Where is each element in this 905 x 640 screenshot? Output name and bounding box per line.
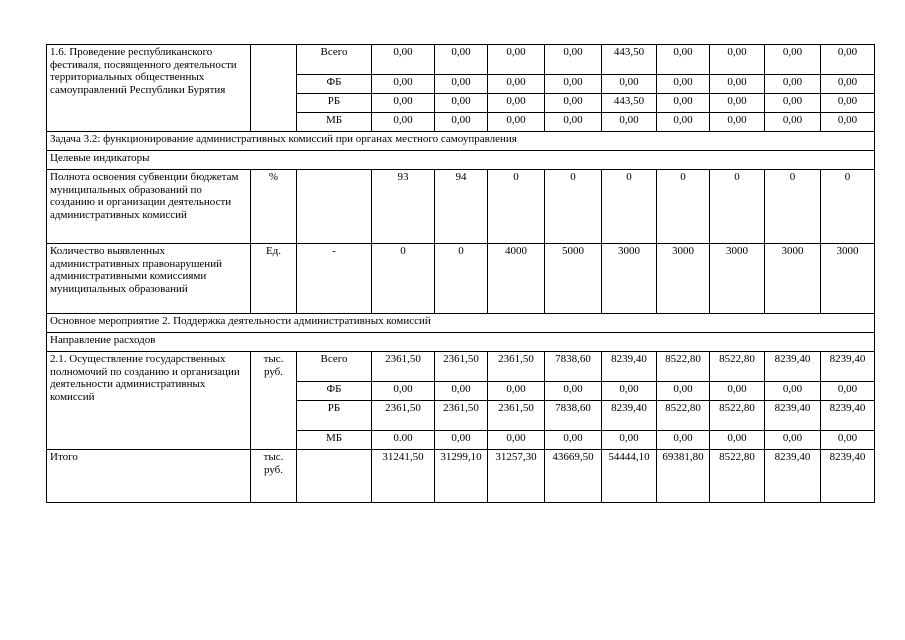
- value-cell: 8522,80: [710, 352, 765, 382]
- value-cell: 3000: [602, 244, 657, 314]
- value-cell: 0,00: [372, 113, 435, 132]
- measure-name-cell: 2.1. Осуществление государственных полномочий по созданию и организации деятельности административных комиссий: [47, 352, 251, 450]
- value-cell: 2361,50: [372, 352, 435, 382]
- table-row: [47, 352, 875, 382]
- value-cell: 93: [372, 170, 435, 244]
- value-cell: 0,00: [545, 75, 602, 94]
- value-cell: 0,00: [435, 113, 488, 132]
- value-cell: 8239,40: [602, 401, 657, 431]
- value-cell: 4000: [488, 244, 545, 314]
- source-cell: [297, 170, 372, 244]
- value-cell: 8239,40: [821, 352, 875, 382]
- source-cell: -: [297, 244, 372, 314]
- value-cell: 8239,40: [765, 401, 821, 431]
- value-cell: 0,00: [821, 94, 875, 113]
- unit-cell: тыс. руб.: [251, 352, 297, 450]
- value-cell: 2361,50: [435, 401, 488, 431]
- value-cell: 0,00: [657, 94, 710, 113]
- value-cell: 0,00: [488, 75, 545, 94]
- value-cell: 54444,10: [602, 450, 657, 503]
- unit-cell: [251, 45, 297, 132]
- value-cell: 2361,50: [372, 401, 435, 431]
- table-row: [47, 170, 875, 244]
- value-cell: 0: [710, 170, 765, 244]
- unit-cell: %: [251, 170, 297, 244]
- source-cell: МБ: [297, 113, 372, 132]
- value-cell: 0,00: [435, 94, 488, 113]
- value-cell: 0,00: [435, 45, 488, 75]
- value-cell: 2361,50: [435, 352, 488, 382]
- value-cell: 443,50: [602, 45, 657, 75]
- table-row: [47, 45, 875, 75]
- task-heading: Задача 3.2: функционирование административных комиссий при органах местного самоуправления: [47, 132, 875, 151]
- value-cell: 0,00: [821, 75, 875, 94]
- value-cell: 2361,50: [488, 352, 545, 382]
- unit-cell: тыс. руб.: [251, 450, 297, 503]
- program-finance-table: [46, 44, 875, 503]
- value-cell: 0: [602, 170, 657, 244]
- value-cell: 0,00: [765, 113, 821, 132]
- value-cell: 8239,40: [765, 352, 821, 382]
- value-cell: 0,00: [765, 75, 821, 94]
- value-cell: 0,00: [488, 113, 545, 132]
- value-cell: 0,00: [602, 113, 657, 132]
- value-cell: 0,00: [545, 45, 602, 75]
- value-cell: 0,00: [710, 113, 765, 132]
- table-row: [47, 333, 875, 352]
- table-row: [47, 132, 875, 151]
- value-cell: 0,00: [765, 431, 821, 450]
- value-cell: 0,00: [488, 382, 545, 401]
- source-cell: РБ: [297, 401, 372, 431]
- value-cell: 0,00: [821, 431, 875, 450]
- value-cell: 0: [372, 244, 435, 314]
- measure-name-cell: 1.6. Проведение республиканского фестиваля, посвященного деятельности территориальных общественных самоуправлений Республики Бурятия: [47, 45, 251, 132]
- value-cell: 0: [657, 170, 710, 244]
- value-cell: 0: [435, 244, 488, 314]
- value-cell: 0,00: [488, 94, 545, 113]
- value-cell: 0,00: [488, 431, 545, 450]
- value-cell: 8522,80: [710, 450, 765, 503]
- value-cell: 8522,80: [657, 401, 710, 431]
- value-cell: 0,00: [545, 382, 602, 401]
- source-cell: Всего: [297, 45, 372, 75]
- value-cell: 0,00: [821, 382, 875, 401]
- value-cell: 31257,30: [488, 450, 545, 503]
- value-cell: 0: [488, 170, 545, 244]
- value-cell: 0,00: [435, 382, 488, 401]
- value-cell: 3000: [765, 244, 821, 314]
- value-cell: 31299,10: [435, 450, 488, 503]
- source-cell: ФБ: [297, 382, 372, 401]
- value-cell: 31241,50: [372, 450, 435, 503]
- value-cell: 0,00: [821, 45, 875, 75]
- value-cell: 0: [821, 170, 875, 244]
- value-cell: 0,00: [372, 75, 435, 94]
- value-cell: 0,00: [372, 94, 435, 113]
- value-cell: 3000: [710, 244, 765, 314]
- value-cell: 0,00: [657, 75, 710, 94]
- source-cell: МБ: [297, 431, 372, 450]
- value-cell: 0,00: [488, 45, 545, 75]
- value-cell: 0,00: [435, 431, 488, 450]
- indicator-name-cell: Полнота освоения субвенции бюджетам муниципальных образований по созданию и организации деятельности административных комиссий: [47, 170, 251, 244]
- value-cell: 69381,80: [657, 450, 710, 503]
- value-cell: 8239,40: [602, 352, 657, 382]
- total-label: Итого: [47, 450, 251, 503]
- section-heading: Целевые индикаторы: [47, 151, 875, 170]
- value-cell: 8239,40: [821, 401, 875, 431]
- value-cell: 0,00: [602, 431, 657, 450]
- value-cell: 0: [765, 170, 821, 244]
- source-cell: [297, 450, 372, 503]
- value-cell: 0,00: [602, 75, 657, 94]
- value-cell: 8522,80: [657, 352, 710, 382]
- value-cell: 5000: [545, 244, 602, 314]
- unit-cell: Ед.: [251, 244, 297, 314]
- value-cell: 0,00: [372, 382, 435, 401]
- value-cell: 0,00: [710, 45, 765, 75]
- source-cell: ФБ: [297, 75, 372, 94]
- value-cell: 443,50: [602, 94, 657, 113]
- value-cell: 0,00: [657, 45, 710, 75]
- value-cell: 0,00: [545, 94, 602, 113]
- value-cell: 0,00: [765, 45, 821, 75]
- value-cell: 3000: [821, 244, 875, 314]
- value-cell: 0,00: [435, 75, 488, 94]
- value-cell: 0,00: [710, 431, 765, 450]
- section-heading: Направление расходов: [47, 333, 875, 352]
- value-cell: 0,00: [602, 382, 657, 401]
- value-cell: 0,00: [710, 94, 765, 113]
- main-measure-heading: Основное мероприятие 2. Поддержка деятельности административных комиссий: [47, 314, 875, 333]
- value-cell: 0,00: [545, 431, 602, 450]
- source-cell: Всего: [297, 352, 372, 382]
- value-cell: 8239,40: [821, 450, 875, 503]
- source-cell: РБ: [297, 94, 372, 113]
- value-cell: 43669,50: [545, 450, 602, 503]
- value-cell: 0,00: [657, 113, 710, 132]
- value-cell: 8522,80: [710, 401, 765, 431]
- value-cell: 2361,50: [488, 401, 545, 431]
- table-row-total: [47, 450, 875, 503]
- value-cell: 0,00: [765, 382, 821, 401]
- value-cell: 0,00: [821, 113, 875, 132]
- value-cell: 7838,60: [545, 352, 602, 382]
- value-cell: 94: [435, 170, 488, 244]
- value-cell: 0,00: [710, 75, 765, 94]
- value-cell: 0,00: [657, 382, 710, 401]
- value-cell: 0.00: [372, 431, 435, 450]
- table-row: [47, 244, 875, 314]
- table-row: [47, 314, 875, 333]
- value-cell: 0,00: [372, 45, 435, 75]
- value-cell: 0,00: [545, 113, 602, 132]
- value-cell: 0: [545, 170, 602, 244]
- table-row: [47, 151, 875, 170]
- value-cell: 8239,40: [765, 450, 821, 503]
- value-cell: 0,00: [765, 94, 821, 113]
- value-cell: 0,00: [710, 382, 765, 401]
- document-page: [46, 44, 875, 503]
- value-cell: 3000: [657, 244, 710, 314]
- value-cell: 7838,60: [545, 401, 602, 431]
- value-cell: 0,00: [657, 431, 710, 450]
- indicator-name-cell: Количество выявленных административных правонарушений административными комиссиями муниципальных образований: [47, 244, 251, 314]
